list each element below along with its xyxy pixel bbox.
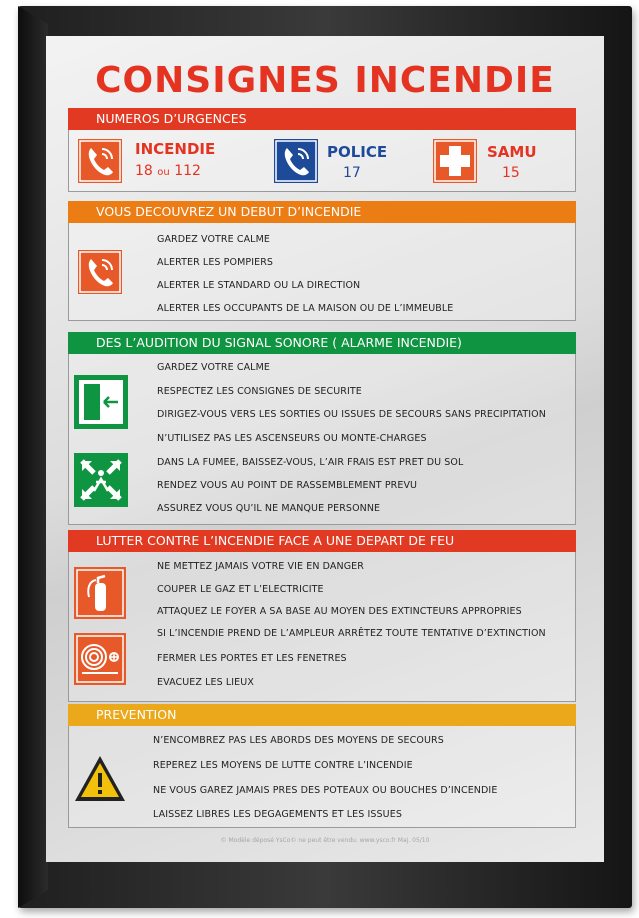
instruction-line: ALERTER LES OCCUPANTS DE LA MAISON OU DE L’IMMEUBLE: [157, 303, 454, 314]
section-lutter: [68, 530, 576, 702]
poster-title: CONSIGNES INCENDIE: [95, 60, 555, 101]
instruction-line: ASSUREZ VOUS QU’IL NE MANQUE PERSONNE: [157, 503, 381, 514]
section-header: PREVENTION: [68, 704, 576, 726]
phone-icon: [78, 250, 122, 298]
instruction-line: RENDEZ VOUS AU POINT DE RASSEMBLEMENT PREVU: [157, 480, 418, 491]
instruction-line: REPEREZ LES MOYENS DE LUTTE CONTRE L’INCENDIE: [153, 760, 413, 771]
instruction-line: ATTAQUEZ LE FOYER A SA BASE AU MOYEN DES EXTINCTEURS APPROPRIES: [157, 606, 522, 617]
section-alarme: [68, 332, 576, 525]
instruction-line: RESPECTEZ LES CONSIGNES DE SECURITE: [157, 386, 362, 397]
warning-triangle-icon: [73, 754, 127, 808]
instruction-line: ALERTER LE STANDARD OU LA DIRECTION: [157, 280, 361, 291]
assembly-point-icon: [74, 453, 128, 511]
instruction-line: NE METTEZ JAMAIS VOTRE VIE EN DANGER: [157, 561, 364, 572]
poster-footer: © Modèle déposé YsCo© ne peut être vendu. www.ysco.fr Maj. 05/10: [220, 837, 430, 844]
instruction-line: EVACUEZ LES LIEUX: [157, 677, 254, 688]
phone-icon: [274, 139, 318, 187]
emergency-header: NUMEROS D’URGENCES: [68, 108, 576, 130]
fire-hose-reel-icon: [74, 633, 126, 689]
emergency-number-112: 112: [174, 163, 201, 179]
instruction-line: N’UTILISEZ PAS LES ASCENSEURS OU MONTE-CHARGES: [157, 433, 427, 444]
phone-icon: [78, 139, 122, 187]
fire-extinguisher-icon: [74, 567, 126, 623]
instruction-line: COUPER LE GAZ ET L’ELECTRICITE: [157, 584, 324, 595]
instruction-line: ALERTER LES POMPIERS: [157, 257, 274, 268]
instruction-line: DANS LA FUMEE, BAISSEZ-VOUS, L’AIR FRAIS EST PRET DU SOL: [157, 457, 464, 468]
emergency-number-sep: ou: [157, 167, 170, 178]
emergency-label-samu: SAMU: [487, 143, 537, 161]
emergency-label-incendie: INCENDIE: [135, 140, 216, 158]
instruction-line: GARDEZ VOTRE CALME: [157, 362, 270, 373]
poster-sheet: [46, 36, 604, 862]
section-header: VOUS DECOUVREZ UN DEBUT D’INCENDIE: [68, 201, 576, 223]
emergency-number-incendie: [135, 163, 201, 179]
poster-frame-edge: [18, 6, 48, 908]
exit-door-icon: [74, 375, 128, 433]
section-prevention: [68, 704, 576, 828]
section-header: DES L’AUDITION DU SIGNAL SONORE ( ALARME INCENDIE): [68, 332, 576, 354]
instruction-line: LAISSEZ LIBRES LES DEGAGEMENTS ET LES ISSUES: [153, 809, 402, 820]
instruction-line: GARDEZ VOTRE CALME: [157, 234, 270, 245]
emergency-number-18: 18: [135, 163, 153, 179]
emergency-label-police: POLICE: [327, 143, 388, 161]
instruction-line: DIRIGEZ-VOUS VERS LES SORTIES OU ISSUES DE SECOURS SANS PRECIPITATION: [157, 409, 546, 420]
instruction-line: SI L’INCENDIE PREND DE L’AMPLEUR ARRÊTEZ TOUTE TENTATIVE D’EXTINCTION: [157, 628, 546, 639]
emergency-section: [68, 108, 576, 192]
instruction-line: NE VOUS GAREZ JAMAIS PRES DES POTEAUX OU BOUCHES D’INCENDIE: [153, 785, 498, 796]
section-header: LUTTER CONTRE L’INCENDIE FACE A UNE DEPART DE FEU: [68, 530, 576, 552]
instruction-line: N’ENCOMBREZ PAS LES ABORDS DES MOYENS DE SECOURS: [153, 735, 444, 746]
emergency-number-police: 17: [343, 165, 361, 181]
instruction-line: FERMER LES PORTES ET LES FENETRES: [157, 653, 347, 664]
medical-cross-icon: [433, 139, 477, 187]
emergency-number-samu: 15: [502, 165, 520, 181]
section-debut-incendie: [68, 201, 576, 321]
